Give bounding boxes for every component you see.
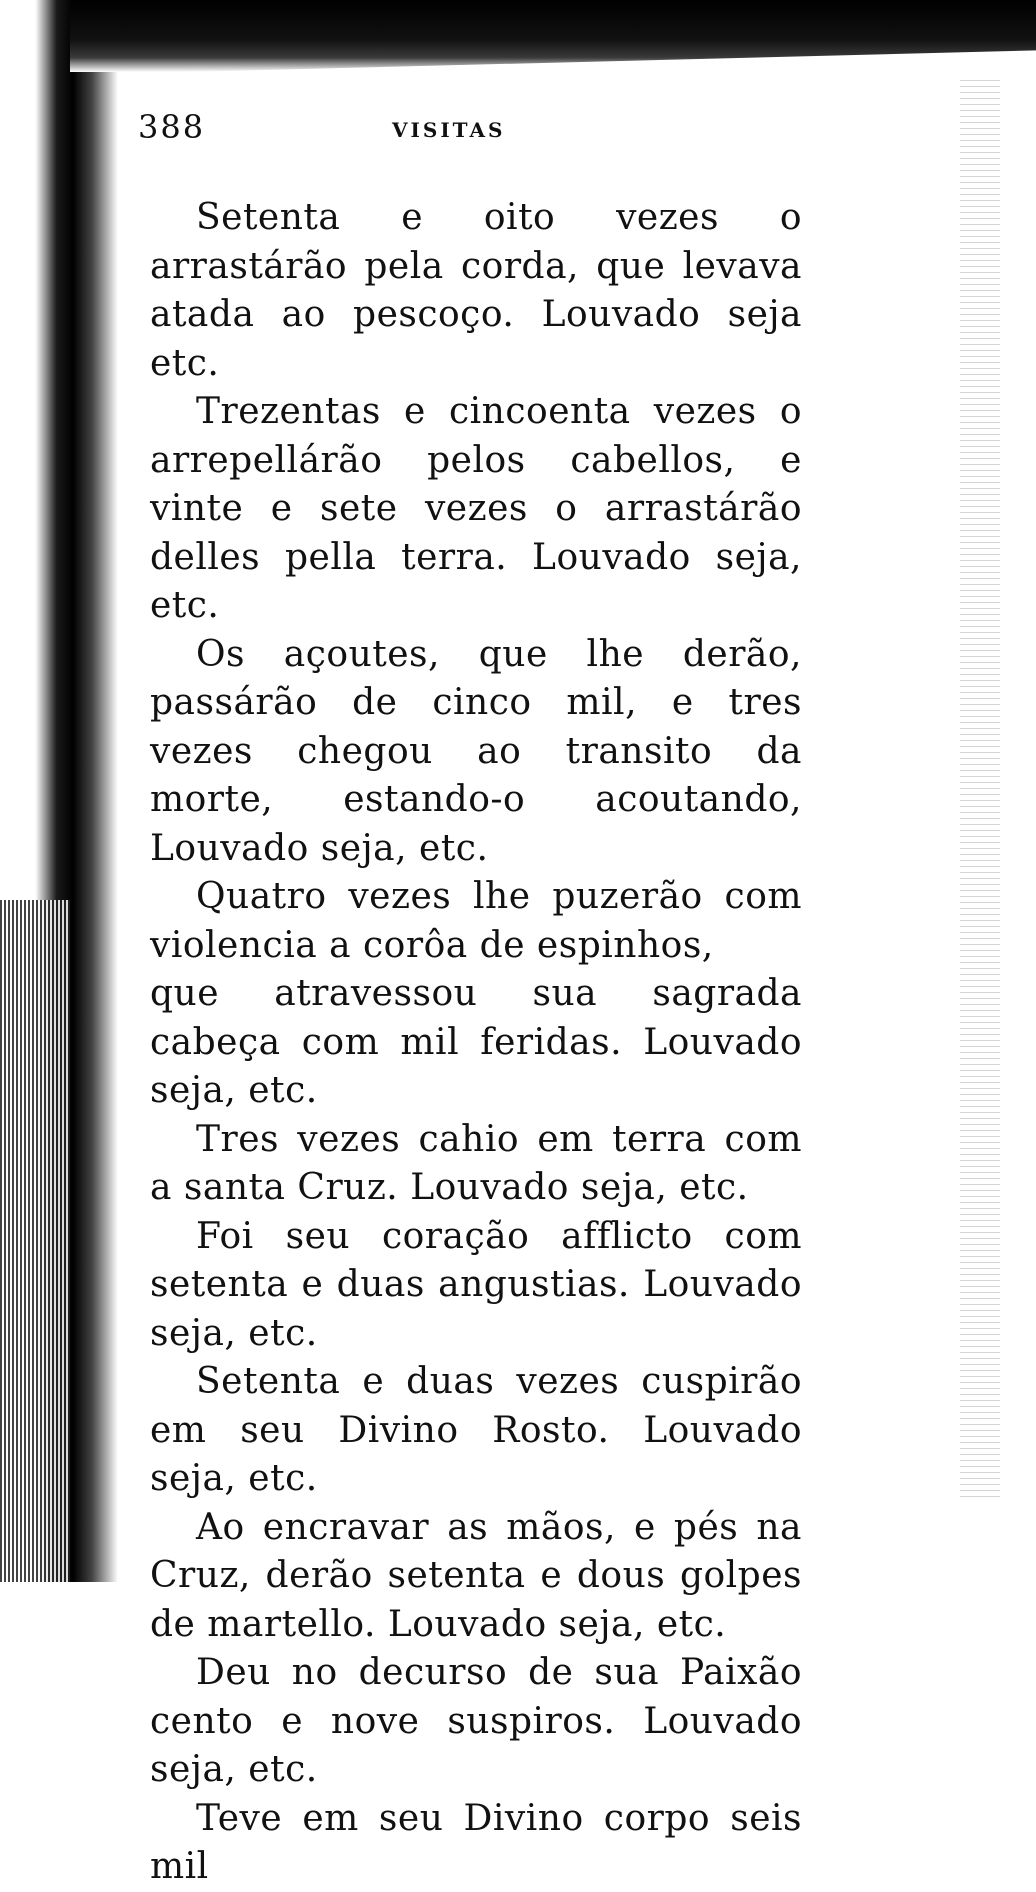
scan-edge-artifact — [0, 900, 70, 1582]
paragraph: Quatro vezes lhe puzerão com violencia a corôa de espinhos, — [150, 876, 802, 966]
paragraph: Tres vezes cahio em terra com a santa Cruz. Louvado seja, etc. — [150, 1118, 802, 1208]
paragraph: que atravessou sua sagrada cabeça com mil feridas. Louvado seja, etc. — [150, 973, 802, 1111]
page-edge-artifact — [960, 80, 1000, 1500]
paragraph: Trezentas e cincoenta vezes o arrepellárão pelos cabellos, e vinte e sete vezes o arrastárão delles pella terra. Louvado seja, etc. — [150, 391, 802, 626]
paragraph: Foi seu coração afflicto com setenta e duas angustias. Louvado seja, etc. — [150, 1215, 802, 1354]
paragraph: Teve em seu Divino corpo seis mil — [150, 1797, 802, 1887]
paragraph: Setenta e oito vezes o arrastárão pela corda, que levava atada ao pescoço. Louvado seja etc. — [150, 197, 802, 384]
paragraph: Deu no decurso de sua Paixão cento e nove suspiros. Louvado seja, etc. — [150, 1652, 802, 1790]
page-body — [150, 194, 802, 1892]
paragraph: Ao encravar as mãos, e pés na Cruz, derão setenta e dous golpes de martello. Louvado seja, etc. — [150, 1506, 802, 1645]
page-number: 388 — [138, 108, 206, 146]
paragraph: Os açoutes, que lhe derão, passárão de cinco mil, e tres vezes chegou ao transito da morte, estando-o acoutando, Louvado seja, etc. — [150, 633, 802, 869]
scan-top-edge — [70, 0, 1036, 72]
paragraph: Setenta e duas vezes cuspirão em seu Divino Rosto. Louvado seja, etc. — [150, 1361, 802, 1499]
running-title: VISITAS — [392, 118, 506, 142]
